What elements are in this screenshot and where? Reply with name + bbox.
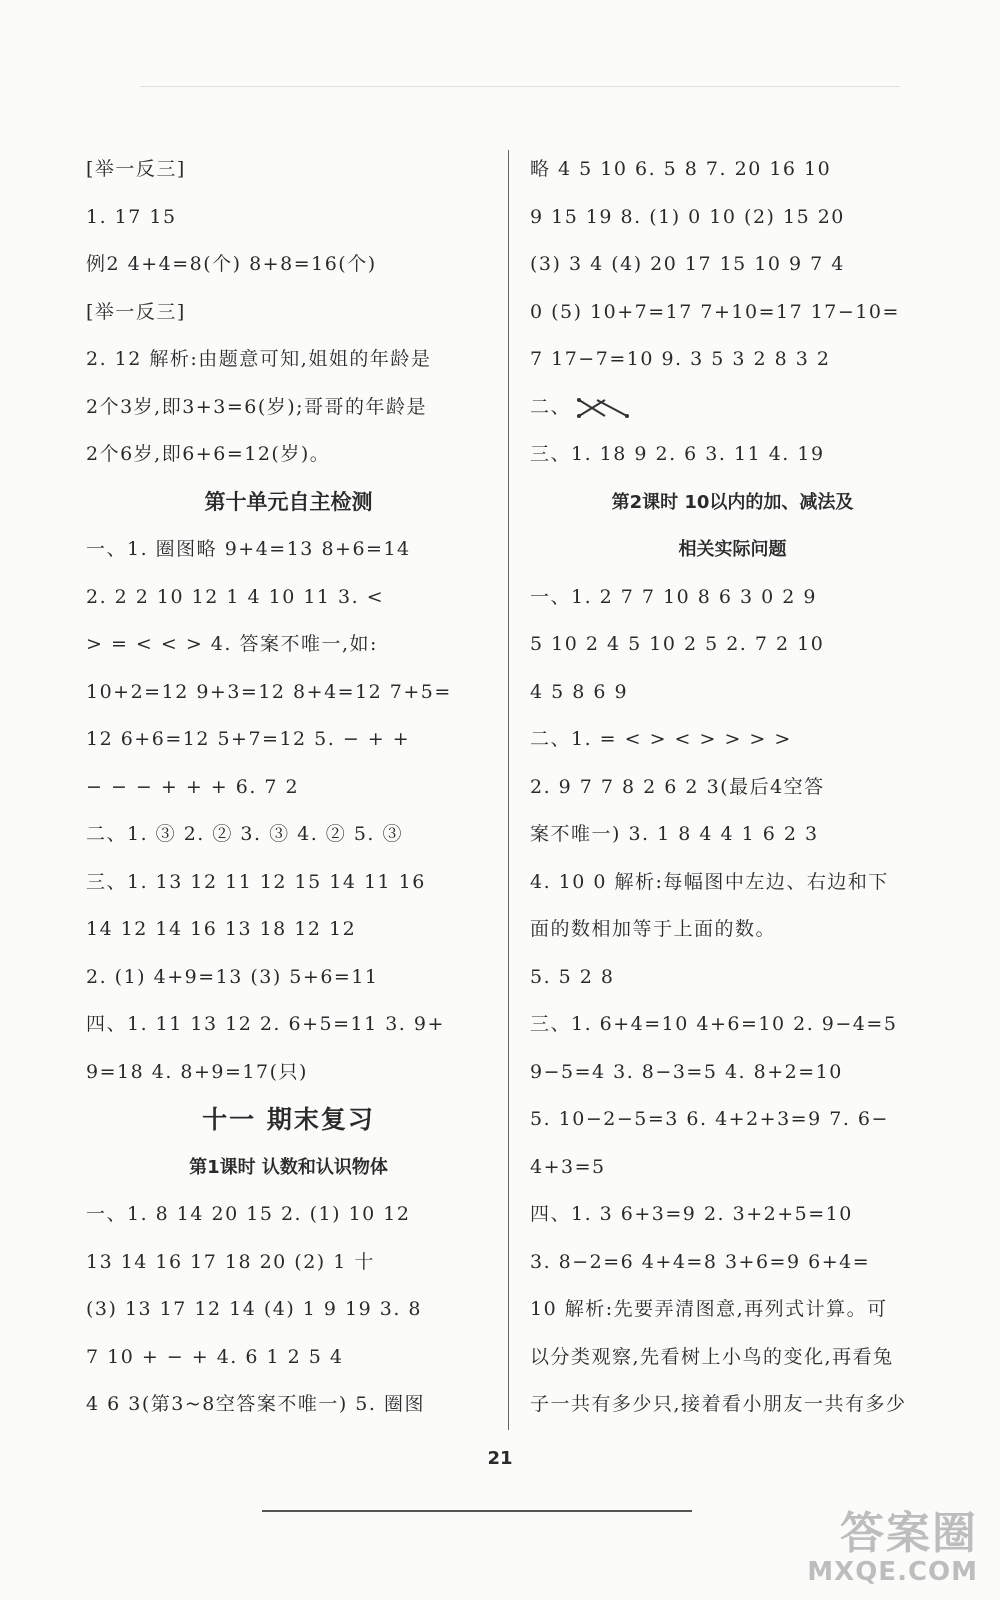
bottom-rule [262, 1510, 692, 1512]
answer-line [530, 954, 935, 1002]
answer-line [530, 431, 935, 479]
answer-line [530, 241, 935, 289]
line-text: 5. 5 2 8 [530, 965, 615, 988]
line-text: 以分类观察,先看树上小鸟的变化,再看兔 [530, 1345, 894, 1368]
right-column [530, 146, 935, 1429]
answer-line [530, 716, 935, 764]
section-heading [86, 1144, 491, 1192]
line-text: 4 5 8 6 9 [530, 680, 629, 703]
answer-line [86, 1239, 491, 1287]
answer-line [86, 194, 491, 242]
answer-line [530, 384, 935, 432]
answer-line [530, 1286, 935, 1334]
answer-line [530, 811, 935, 859]
answer-line [530, 669, 935, 717]
answer-line [530, 1239, 935, 1287]
line-text: [举一反三] [86, 300, 186, 323]
answer-line [86, 716, 491, 764]
line-text: 9 15 19 8. (1) 0 10 (2) 15 20 [530, 205, 845, 228]
answer-line [530, 764, 935, 812]
line-text: 1. 17 15 [86, 205, 177, 228]
answer-line [530, 1334, 935, 1382]
answer-line [530, 194, 935, 242]
answer-line [86, 621, 491, 669]
answer-line [86, 574, 491, 622]
answer-line [86, 336, 491, 384]
answer-line [86, 384, 491, 432]
line-text: 一、1. 2 7 7 10 8 6 3 0 2 9 [530, 585, 817, 608]
answer-line [530, 621, 935, 669]
answer-line [86, 1381, 491, 1429]
left-column [86, 146, 491, 1429]
matching-lines-icon [575, 394, 631, 422]
watermark-url: MXQE.COM [807, 1557, 978, 1587]
answer-line [530, 906, 935, 954]
answer-line [86, 1334, 491, 1382]
line-text: 4. 10 0 解析:每幅图中左边、右边和下 [530, 870, 889, 893]
line-text: 三、1. 6+4=10 4+6=10 2. 9−4=5 [530, 1013, 898, 1035]
section-heading [530, 526, 935, 574]
line-text: 13 14 16 17 18 20 (2) 1 十 [86, 1250, 375, 1273]
section-heading [86, 479, 491, 527]
answer-line [530, 336, 935, 384]
answer-line [530, 859, 935, 907]
line-text: 三、1. 18 9 2. 6 3. 11 4. 19 [530, 443, 825, 465]
line-text: 四、1. 3 6+3=9 2. 3+2+5=10 [530, 1203, 853, 1225]
answer-line [86, 954, 491, 1002]
line-text: 5. 10−2−5=3 6. 4+2+3=9 7. 6− [530, 1108, 889, 1130]
line-text: 十一 期末复习 [202, 1105, 375, 1134]
section-heading [530, 479, 935, 527]
line-text: 2个6岁,即6+6=12(岁)。 [86, 443, 331, 465]
line-text: 相关实际问题 [678, 539, 787, 560]
line-text: 2. 12 解析:由题意可知,姐姐的年龄是 [86, 348, 432, 370]
answer-line [86, 906, 491, 954]
line-text: [举一反三] [86, 158, 186, 180]
answer-line [86, 1191, 491, 1239]
answer-line [530, 1144, 935, 1192]
line-text: 例2 4+4=8(个) 8+8=16(个) [86, 253, 377, 275]
line-text: 二、 [530, 395, 572, 418]
line-text: 第1课时 认数和认识物体 [189, 1156, 388, 1178]
section-heading [86, 1096, 491, 1144]
line-text: 子一共有多少只,接着看小朋友一共有多少 [530, 1393, 907, 1415]
line-text: 12 6+6=12 5+7=12 5. − + + [86, 728, 411, 750]
answer-line [86, 764, 491, 812]
answer-line [530, 1001, 935, 1049]
line-text: 7 17−7=10 9. 3 5 3 2 8 3 2 [530, 348, 831, 370]
answer-line [530, 1191, 935, 1239]
watermark-logo [807, 1510, 978, 1586]
line-text: 第十单元自主检测 [204, 489, 373, 514]
line-text: (3) 3 4 (4) 20 17 15 10 9 7 4 [530, 253, 845, 275]
answer-line [86, 1001, 491, 1049]
answer-line [530, 1381, 935, 1429]
line-text: 2个3岁,即3+3=6(岁);哥哥的年龄是 [86, 395, 428, 418]
line-text: 10 解析:先要弄清图意,再列式计算。可 [530, 1298, 888, 1320]
answer-line [530, 146, 935, 194]
answer-line [86, 241, 491, 289]
line-text: 14 12 14 16 13 18 12 12 [86, 918, 357, 940]
answer-line [530, 574, 935, 622]
answer-line [530, 289, 935, 337]
line-text: 10+2=12 9+3=12 8+4=12 7+5= [86, 680, 452, 703]
answer-line [530, 1049, 935, 1097]
line-text: 二、1. ③ 2. ② 3. ③ 4. ② 5. ③ [86, 823, 403, 845]
line-text: 一、1. 圈图略 9+4=13 8+6=14 [86, 538, 411, 560]
column-divider [508, 150, 509, 1430]
line-text: 7 10 + − + 4. 6 1 2 5 4 [86, 1345, 344, 1368]
answer-line [86, 431, 491, 479]
line-text: (3) 13 17 12 14 (4) 1 9 19 3. 8 [86, 1298, 422, 1320]
line-text: 4+3=5 [530, 1155, 606, 1178]
watermark-text: 答案圈 [840, 1508, 978, 1559]
answer-line [86, 1049, 491, 1097]
answer-line [530, 1096, 935, 1144]
line-text: 四、1. 11 13 12 2. 6+5=11 3. 9+ [86, 1013, 445, 1035]
line-text: 三、1. 13 12 11 12 15 14 11 16 [86, 870, 426, 893]
answer-line [86, 146, 491, 194]
line-text: 第2课时 10以内的加、减法及 [611, 491, 854, 513]
line-text: > = < < > 4. 答案不唯一,如: [86, 633, 378, 655]
line-text: 2. 9 7 7 8 2 6 2 3(最后4空答 [530, 775, 825, 798]
line-text: 略 4 5 10 6. 5 8 7. 20 16 10 [530, 158, 832, 180]
line-text: 0 (5) 10+7=17 7+10=17 17−10= [530, 300, 900, 323]
answer-line [86, 669, 491, 717]
line-text: 9−5=4 3. 8−3=5 4. 8+2=10 [530, 1060, 843, 1083]
answer-line [86, 811, 491, 859]
line-text: 一、1. 8 14 20 15 2. (1) 10 12 [86, 1203, 411, 1225]
line-text: − − − + + + 6. 7 2 [86, 775, 300, 798]
line-text: 4 6 3(第3~8空答案不唯一) 5. 圈图 [86, 1393, 425, 1415]
line-text: 案不唯一) 3. 1 8 4 4 1 6 2 3 [530, 823, 819, 845]
line-text: 二、1. = < > < > > > > [530, 728, 792, 750]
top-rule [140, 86, 900, 87]
answer-line [86, 1286, 491, 1334]
line-text: 5 10 2 4 5 10 2 5 2. 7 2 10 [530, 633, 825, 655]
answer-line [86, 526, 491, 574]
page-number: 21 [487, 1448, 513, 1469]
answer-line [86, 859, 491, 907]
line-text: 2. (1) 4+9=13 (3) 5+6=11 [86, 965, 379, 988]
line-text: 面的数相加等于上面的数。 [530, 918, 777, 940]
line-text: 3. 8−2=6 4+4=8 3+6=9 6+4= [530, 1250, 871, 1273]
line-text: 9=18 4. 8+9=17(只) [86, 1060, 308, 1083]
answer-line [86, 289, 491, 337]
line-text: 2. 2 2 10 12 1 4 10 11 3. < [86, 585, 385, 608]
